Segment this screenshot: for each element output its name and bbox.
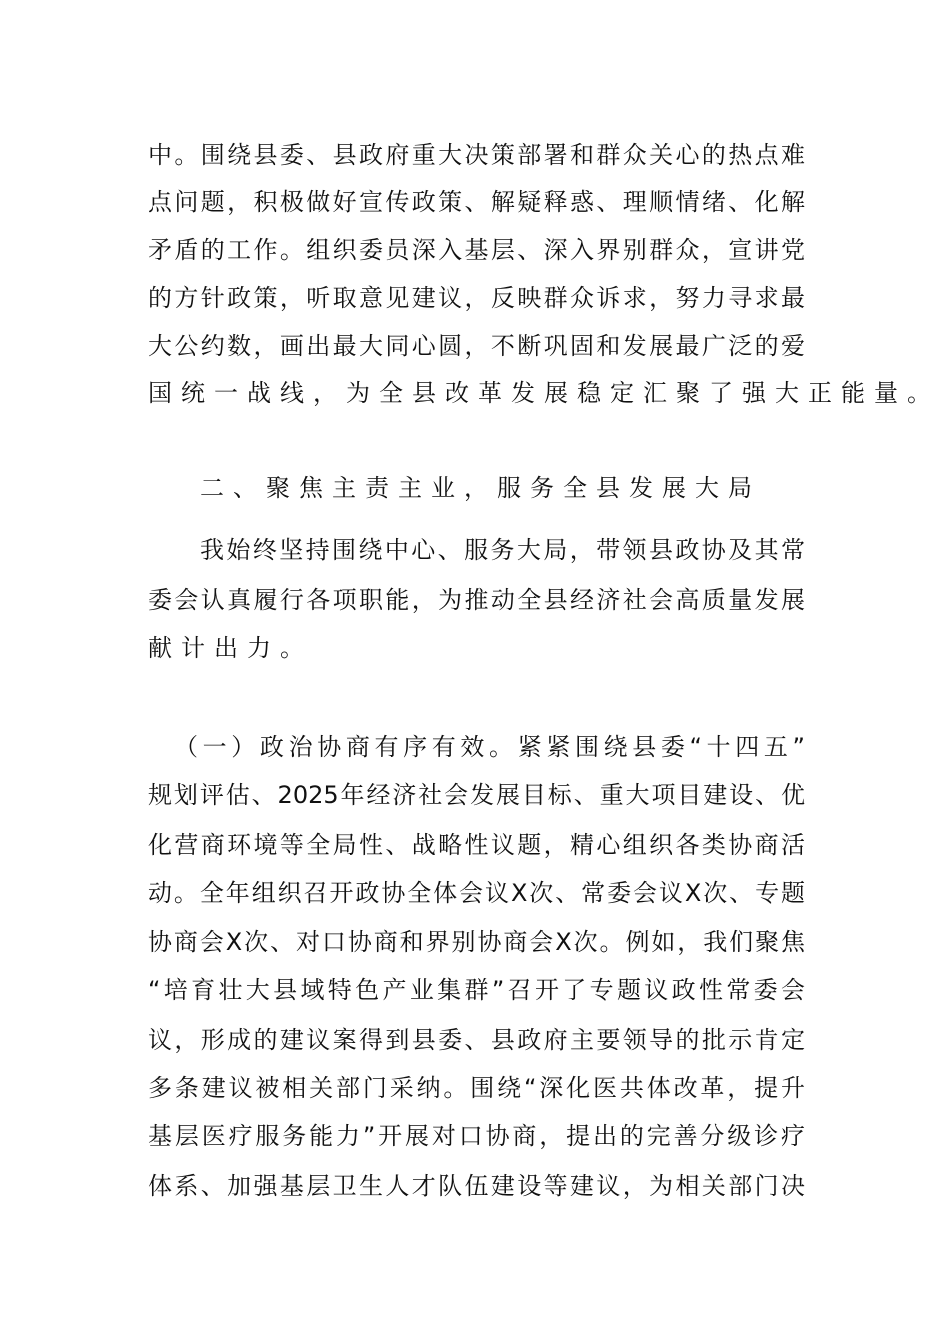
text-line: 多条建议被相关部门采纳。围绕“深化医共体改革，提升 xyxy=(148,1074,805,1102)
text-line: 委会认真履行各项职能，为推动全县经济社会高质量发展 xyxy=(148,586,805,614)
text-line: 我始终坚持围绕中心、服务大局，带领县政协及其常 xyxy=(200,536,805,564)
subsection-heading-line: （一）政治协商有序有效。紧紧围绕县委“十四五” xyxy=(174,733,805,761)
text-line: 议，形成的建议案得到县委、县政府主要领导的批示肯定 xyxy=(148,1026,805,1054)
text-line: “培育壮大县域特色产业集群”召开了专题议政性常委会 xyxy=(148,976,805,1004)
text-line: 体系、加强基层卫生人才队伍建设等建议，为相关部门决 xyxy=(148,1172,805,1200)
text-line: 的方针政策，听取意见建议，反映群众诉求，努力寻求最 xyxy=(148,284,805,312)
text-line: 点问题，积极做好宣传政策、解疑释惑、理顺情绪、化解 xyxy=(148,188,805,216)
text-line: 国统一战线，为全县改革发展稳定汇聚了强大正能量。 xyxy=(148,379,940,407)
text-line: 大公约数，画出最大同心圆，不断巩固和发展最广泛的爱 xyxy=(148,332,805,360)
text-line: 矛盾的工作。组织委员深入基层、深入界别群众，宣讲党 xyxy=(148,236,805,264)
text-line: 规划评估、2025年经济社会发展目标、重大项目建设、优 xyxy=(148,781,805,809)
text-line: 化营商环境等全局性、战略性议题，精心组织各类协商活 xyxy=(148,831,805,859)
section-heading: 二、聚焦主责主业，服务全县发展大局 xyxy=(200,474,761,502)
text-line: 动。全年组织召开政协全体会议X次、常委会议X次、专题 xyxy=(148,879,805,907)
text-line: 献计出力。 xyxy=(148,634,313,662)
text-line: 中。围绕县委、县政府重大决策部署和群众关心的热点难 xyxy=(148,141,805,169)
text-line: 协商会X次、对口协商和界别协商会X次。例如，我们聚焦 xyxy=(148,928,805,956)
text-line: 基层医疗服务能力”开展对口协商，提出的完善分级诊疗 xyxy=(148,1122,805,1150)
